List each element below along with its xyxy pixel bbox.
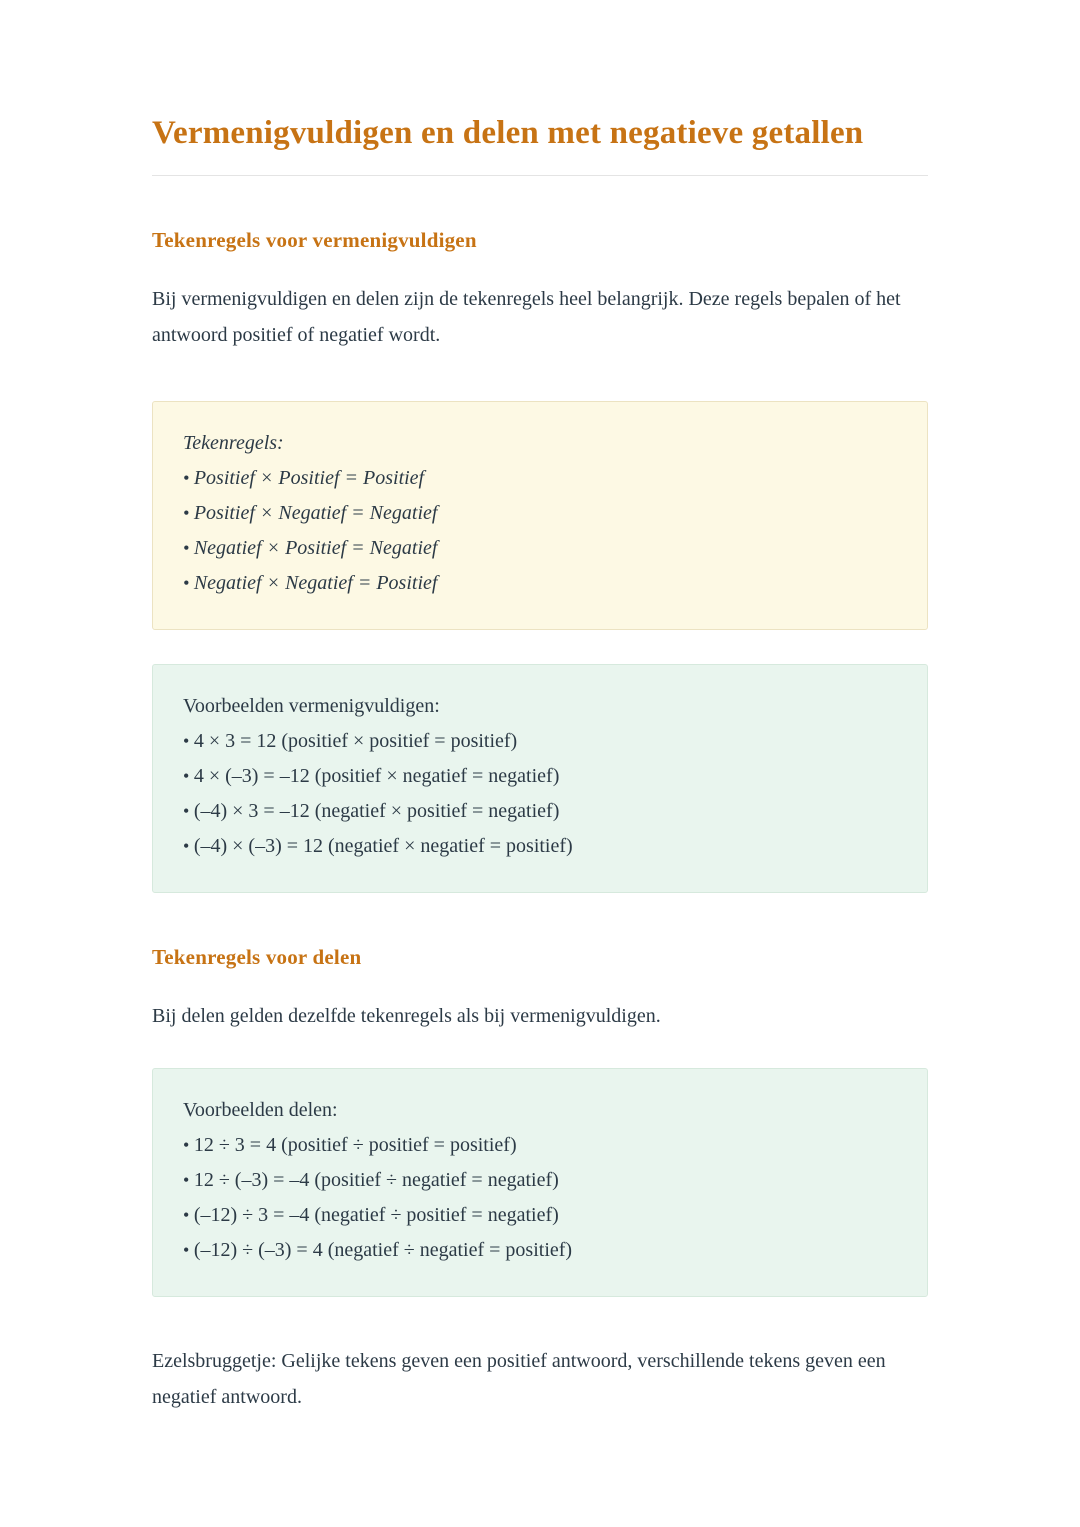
intro-paragraph-divide: Bij delen gelden dezelfde tekenregels als bij vermenigvuldigen. [152,1005,661,1028]
sign-rule-item: • Negatief × Negatief = Positief [183,566,897,601]
multiply-example-item: • (–4) × 3 = –12 (negatief × positief = negatief) [183,794,897,829]
section-heading-multiply: Tekenregels voor vermenigvuldigen [152,228,477,253]
divide-examples-box-title: Voorbeelden delen: [183,1099,338,1122]
sign-rule-item: • Positief × Negatief = Negatief [183,496,897,531]
divide-example-item: • 12 ÷ 3 = 4 (positief ÷ positief = positief) [183,1128,897,1163]
divide-example-item: • (–12) ÷ (–3) = 4 (negatief ÷ negatief = positief) [183,1233,897,1268]
multiply-example-item: • 4 × 3 = 12 (positief × positief = positief) [183,724,897,759]
page-title: Vermenigvuldigen en delen met negatieve getallen [152,115,864,151]
section-heading-divide: Tekenregels voor delen [152,945,362,970]
divide-example-item: • 12 ÷ (–3) = –4 (positief ÷ negatief = negatief) [183,1163,897,1198]
multiply-example-item: • 4 × (–3) = –12 (positief × negatief = negatief) [183,759,897,794]
divide-examples-box [152,1068,928,1297]
intro-paragraph-multiply: Bij vermenigvuldigen en delen zijn de tekenregels heel belangrijk. Deze regels bepalen of het antwoord positief of negatief wordt. [152,288,901,347]
sign-rule-item: • Negatief × Positief = Negatief [183,531,897,566]
multiply-example-item: • (–4) × (–3) = 12 (negatief × negatief = positief) [183,829,897,864]
sign-rules-box-title: Tekenregels: [183,432,284,455]
divide-example-item: • (–12) ÷ 3 = –4 (negatief ÷ positief = negatief) [183,1198,897,1233]
title-divider [152,175,928,176]
mnemonic-paragraph: Ezelsbruggetje: Gelijke tekens geven een positief antwoord, verschillende tekens geven een negatief antwoord. [152,1350,886,1409]
multiply-examples-box [152,664,928,893]
sign-rule-item: • Positief × Positief = Positief [183,461,897,496]
multiply-examples-box-title: Voorbeelden vermenigvuldigen: [183,695,440,718]
sign-rules-box [152,401,928,630]
